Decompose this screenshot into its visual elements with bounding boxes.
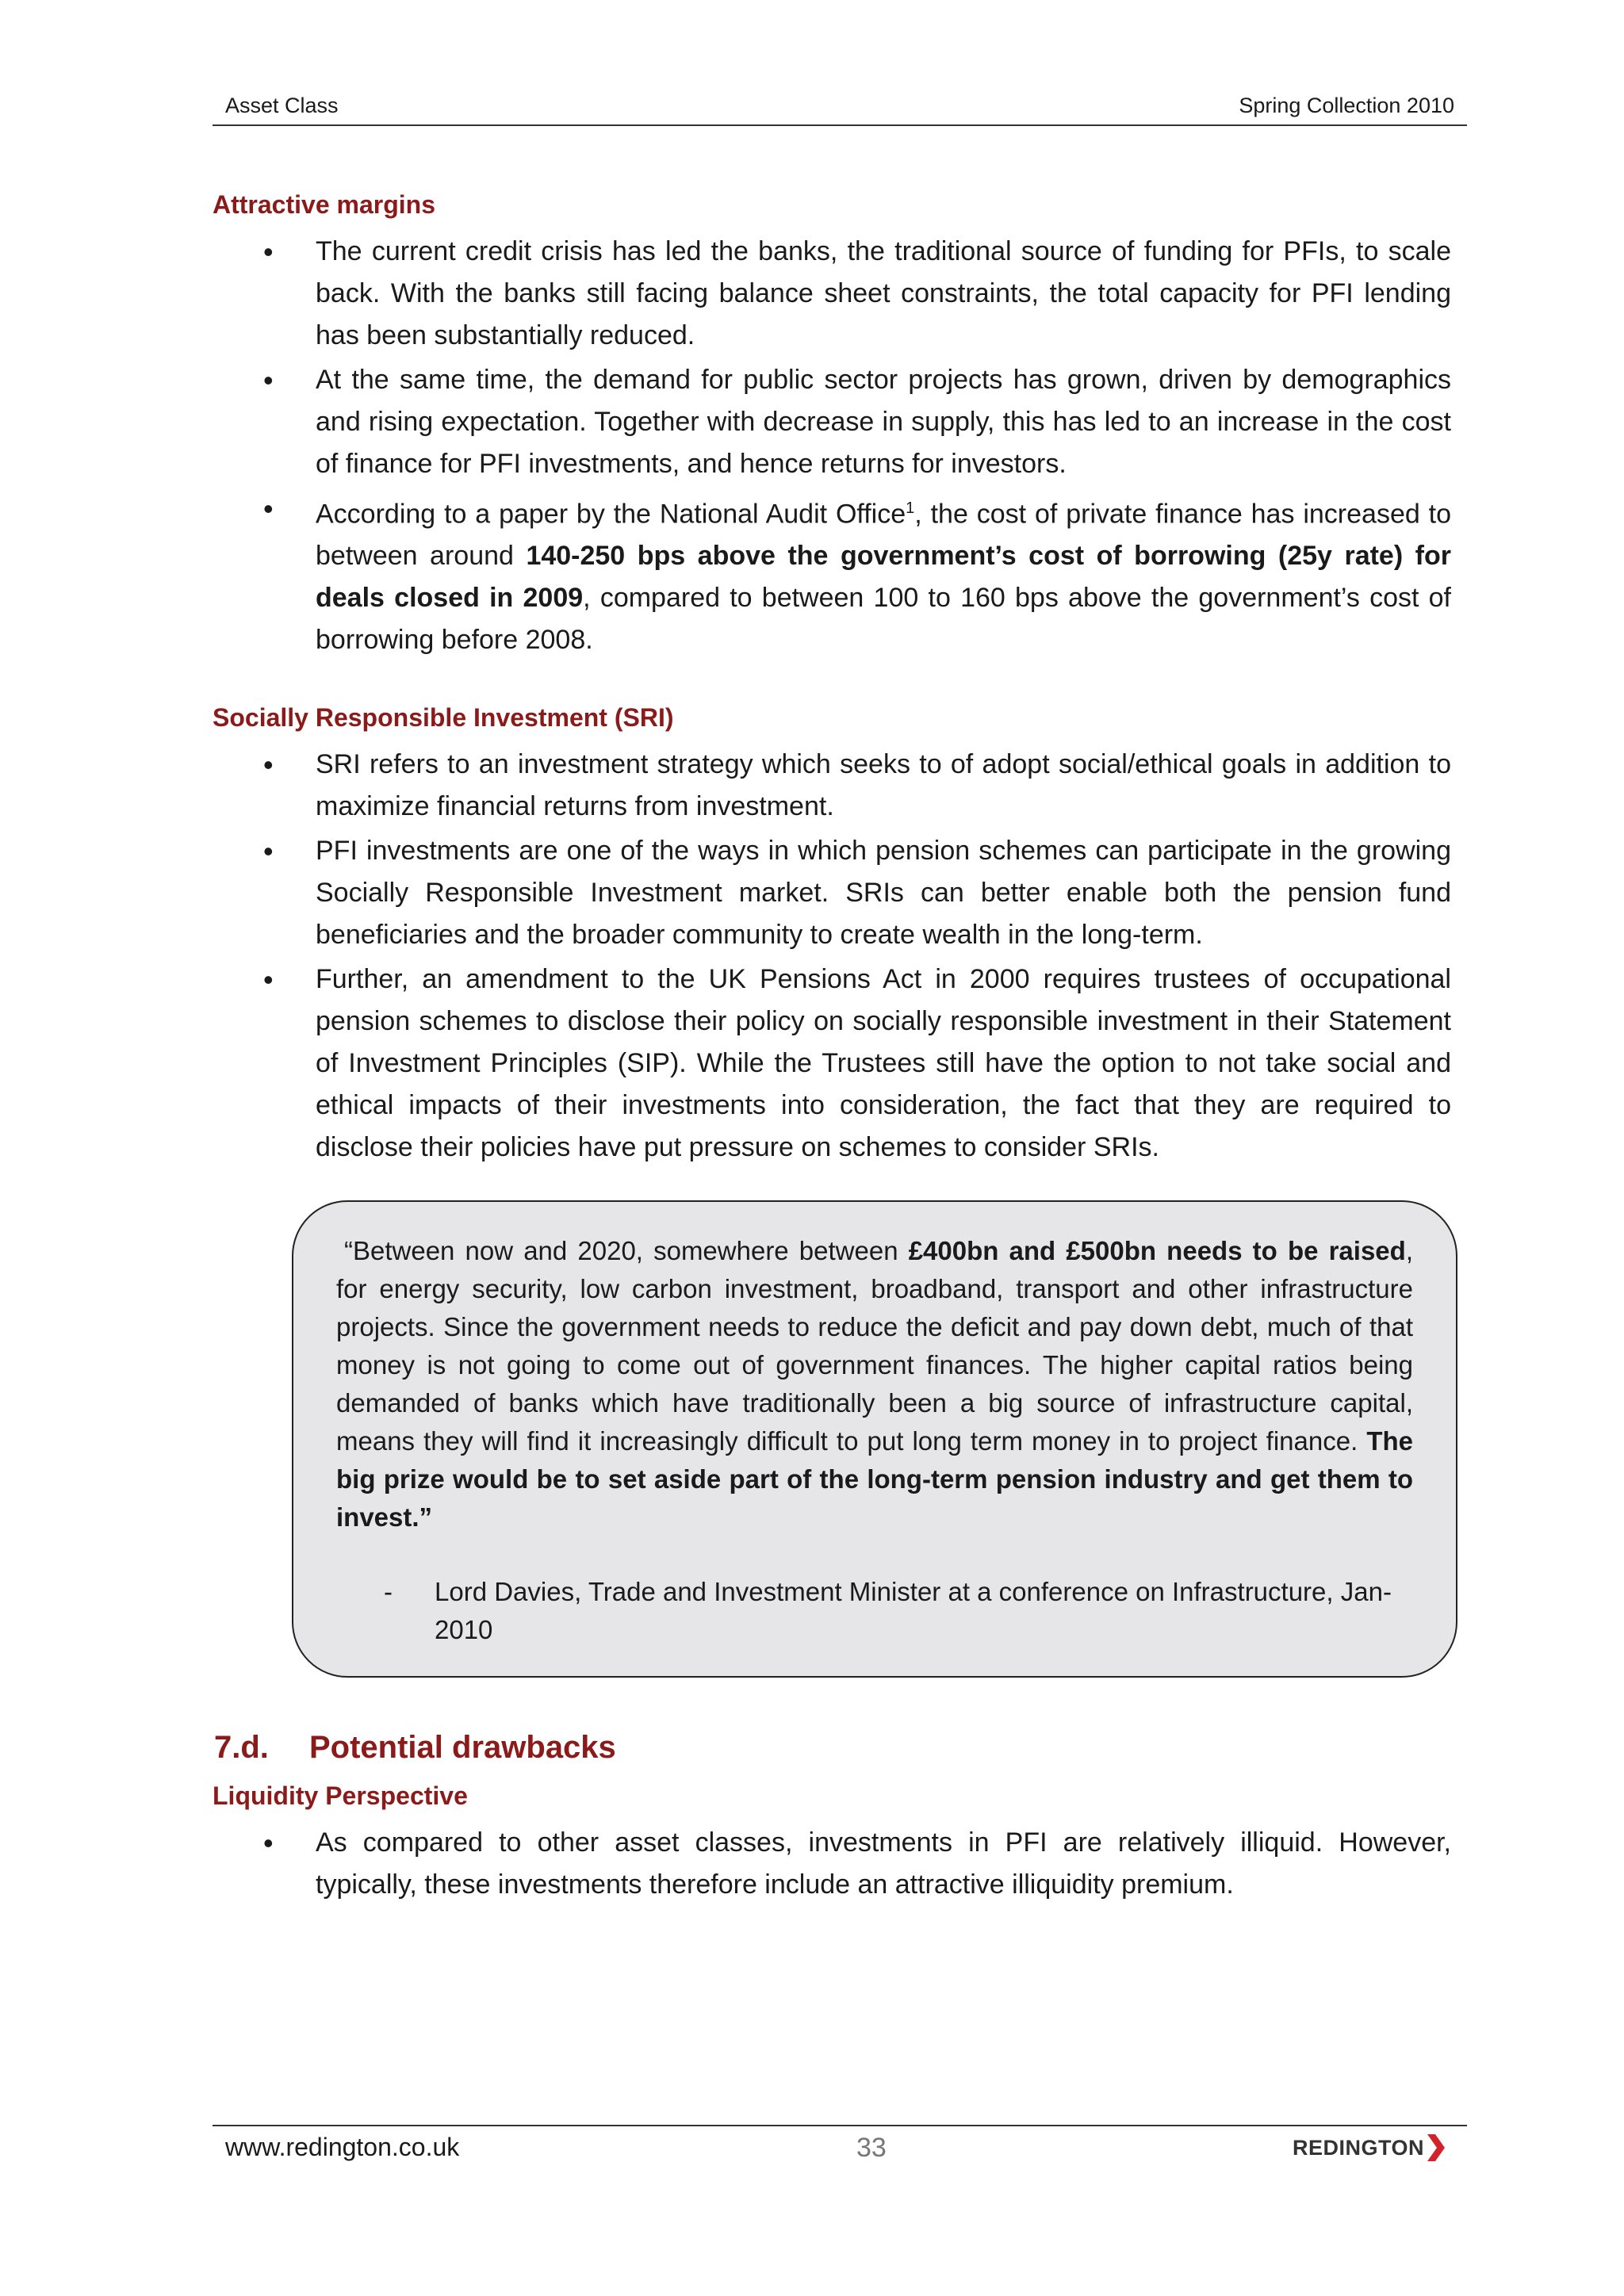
attractive-margins-list — [213, 231, 1451, 661]
list-item: • As compared to other asset classes, investments in PFI are relatively illiquid. However, typically, these investments therefore include an attractive illiquidity premium. — [213, 1822, 1451, 1906]
list-item: • At the same time, the demand for public sector projects has grown, driven by demographics and rising expectation. Together with decrease in supply, this has led to an increase in the cost of finance for PFI investments, and hence returns for investors. — [213, 359, 1451, 485]
list-item: • SRI refers to an investment strategy which seeks to of adopt social/ethical goals in addition to maximize financial returns from investment. — [213, 744, 1451, 828]
page-number: 33 — [856, 2133, 887, 2163]
quote-box — [292, 1200, 1457, 1678]
quote-text — [336, 1232, 1413, 1536]
list-item: • PFI investments are one of the ways in which pension schemes can participate in the growing Socially Responsible Investment market. SRIs can better enable both the pension fund beneficiaries and the broader community to create wealth in the long-term. — [213, 830, 1451, 956]
heading-attractive-margins: Attractive margins — [213, 190, 435, 219]
page-content — [213, 190, 1451, 1908]
heading-liquidity: Liquidity Perspective — [213, 1781, 468, 1811]
footer-url-link[interactable]: www.redington.co.uk — [225, 2133, 460, 2161]
chevron-right-icon — [1426, 2133, 1446, 2163]
text-run: , for energy security, low carbon investment, broadband, transport and other infrastructure projects. Since the government needs to reduce the deficit and pay down debt, much of that money is not going to come out of government finances. The higher capital ratios being demanded of banks which have traditionally been a big source of infrastructure capital, means they will find it increasingly difficult to put long term money in to project finance. — [336, 1236, 1413, 1456]
heading-sri: Socially Responsible Investment (SRI) — [213, 703, 674, 733]
bold-text: 140-250 bps above the government’s cost of borrowing (25y rate) for deals closed in 2009 — [316, 541, 1451, 614]
page-footer — [225, 2133, 1454, 2171]
footer-divider — [213, 2125, 1467, 2126]
page-header — [213, 94, 1467, 126]
list-item: • The current credit crisis has led the banks, the traditional source of funding for PFIs, to scale back. With the banks still facing balance sheet constraints, the total capacity for PFI lending has been substantially reduced. — [213, 231, 1451, 357]
section-title: Potential drawbacks — [309, 1730, 616, 1766]
section-number: 7.d. — [214, 1730, 269, 1766]
text-run: According to a paper by the National Audit Office — [316, 499, 906, 530]
list-item — [213, 488, 1451, 661]
liquidity-list — [213, 1822, 1451, 1906]
redington-logo — [1293, 2133, 1446, 2163]
footnote-marker[interactable]: 1 — [906, 499, 915, 517]
quote-attribution: - Lord Davies, Trade and Investment Minister at a conference on Infrastructure, Jan-2010 — [336, 1573, 1413, 1649]
logo-text: REDINGTON — [1292, 2135, 1424, 2160]
header-right: Spring Collection 2010 — [1239, 94, 1454, 117]
section-heading-drawbacks — [214, 1730, 1451, 1766]
bold-text: The big prize would be to set aside part of the long-term pension industry and get them to invest.” — [336, 1426, 1413, 1533]
header-left: Asset Class — [225, 94, 339, 117]
text-run: “Between now and 2020, somewhere between — [344, 1236, 909, 1266]
list-item: • Further, an amendment to the UK Pensions Act in 2000 requires trustees of occupational pension schemes to disclose their policy on socially responsible investment in their Statement of Investment Principles (SIP). While the Trustees still have the option to not take social and ethical impacts of their investments into consideration, the fact that they are required to disclose their policies have put pressure on schemes to consider SRIs. — [213, 959, 1451, 1169]
sri-list — [213, 744, 1451, 1169]
text-run: , the cost of private finance has increased to between around — [316, 499, 1451, 572]
bold-text: £400bn and £500bn needs to be raised — [908, 1236, 1406, 1266]
text-run: , compared to between 100 to 160 bps above the government’s cost of borrowing before 2008. — [316, 583, 1452, 656]
